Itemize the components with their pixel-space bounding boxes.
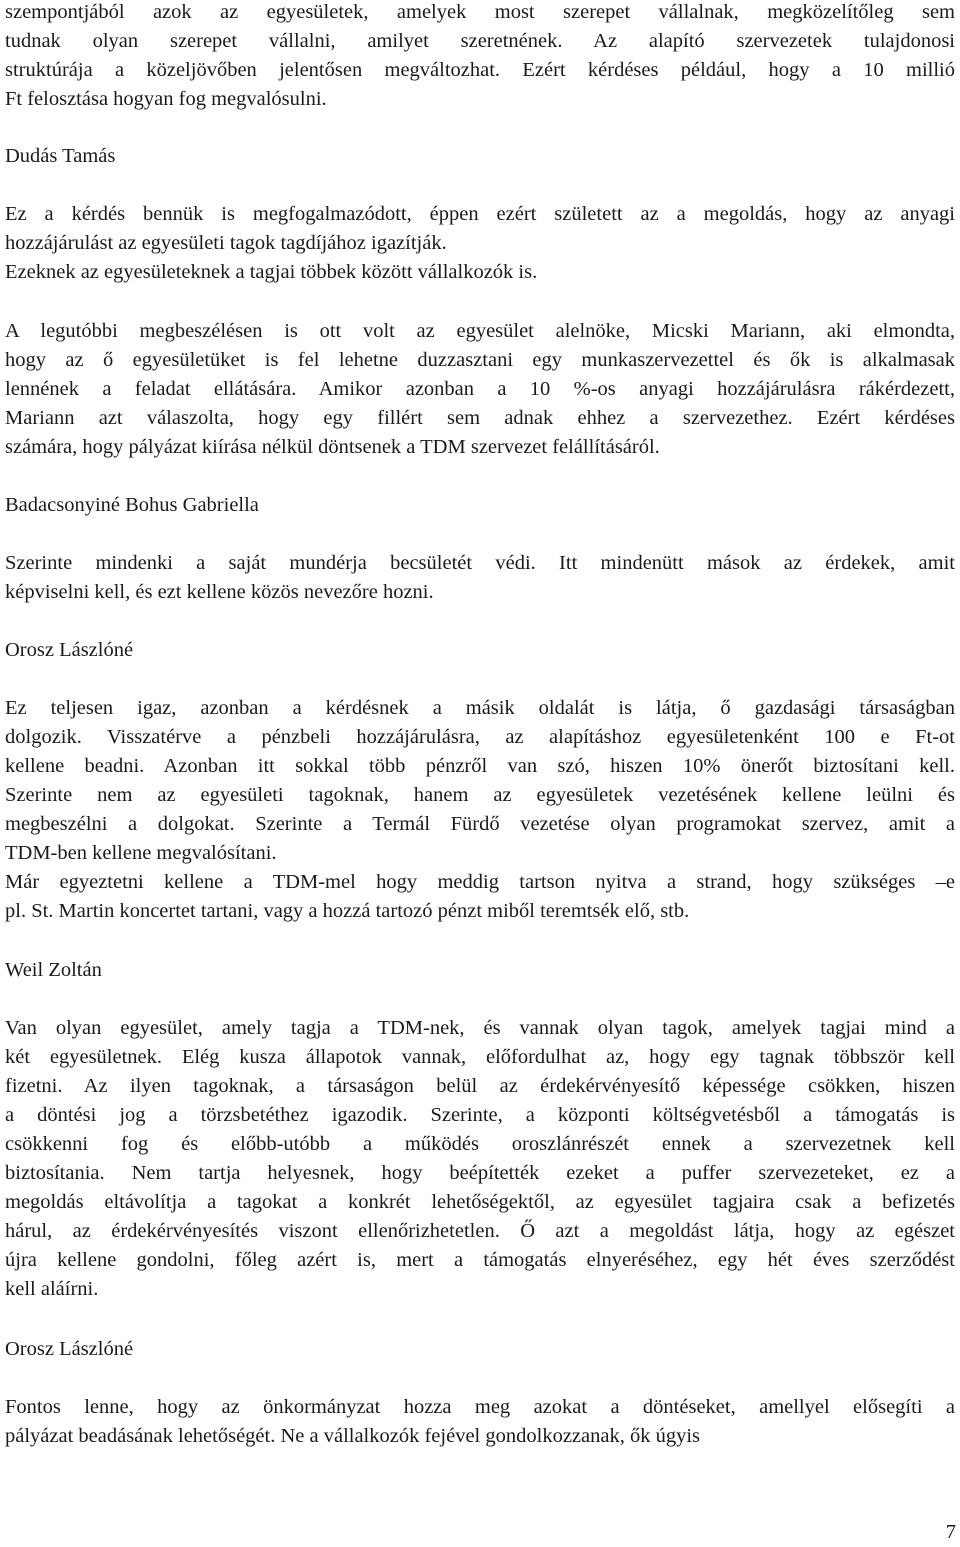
- page-number: 7: [945, 1521, 956, 1543]
- paragraph: [5, 1014, 955, 1304]
- text-line: képviselni kell, és ezt kellene közös nevezőre hozni.: [5, 581, 434, 603]
- text-line: A legutóbbi megbeszélésen is ott volt az egyesület alelnöke, Micski Mariann, aki elmondta,: [5, 320, 955, 342]
- text-line: pályázat beadásának lehetőségét. Ne a vállalkozók fejével gondolkozzanak, ők úgyis: [5, 1425, 701, 1447]
- speaker-label: Weil Zoltán: [5, 959, 102, 981]
- text-line: Ft felosztása hogyan fog megvalósulni.: [5, 88, 327, 110]
- text-line: Már egyeztetni kellene a TDM-mel hogy meddig tartson nyitva a strand, hogy szükséges –e: [5, 871, 955, 893]
- text-line: pl. St. Martin koncertet tartani, vagy a hozzá tartozó pénzt miből teremtsék elő, stb.: [5, 900, 690, 922]
- text-line: TDM-ben kellene megvalósítani.: [5, 842, 277, 864]
- text-line: fizetni. Az ilyen tagoknak, a társaságon belül az érdekérvényesítő képessége csökken, hiszen: [5, 1075, 955, 1097]
- text-line: Ezeknek az egyesületeknek a tagjai többek között vállalkozók is.: [5, 261, 538, 283]
- text-line: Fontos lenne, hogy az önkormányzat hozza meg azokat a döntéseket, amellyel elősegíti a: [5, 1396, 955, 1418]
- paragraph: [5, 694, 955, 926]
- text-line: a döntési jog a törzsbetéthez igazodik. Szerinte, a központi költségvetésből a támogatás is: [5, 1104, 955, 1126]
- speaker-name: [5, 491, 955, 520]
- text-line: csökkenni fog és előbb-utóbb a működés oroszlánrészét ennek a szervezetnek kell: [5, 1133, 955, 1155]
- text-line: Ez teljesen igaz, azonban a kérdésnek a másik oldalát is látja, ő gazdasági társaságban: [5, 697, 955, 719]
- speaker-name: [5, 1335, 955, 1364]
- speaker-name: [5, 142, 955, 171]
- text-line: Ez a kérdés bennük is megfogalmazódott, éppen ezért született az a megoldás, hogy az anyagi: [5, 203, 955, 225]
- speaker-label: Orosz Lászlóné: [5, 1338, 134, 1360]
- text-line: hárul, az érdekérvényesítés viszont ellenőrizhetetlen. Ő azt a megoldást látja, hogy az egészet: [5, 1220, 955, 1242]
- speaker-name: [5, 636, 955, 665]
- text-line: Szerinte nem az egyesületi tagoknak, hanem az egyesületek vezetésének kellene leülni és: [5, 784, 955, 806]
- text-line: Van olyan egyesület, amely tagja a TDM-nek, és vannak olyan tagok, amelyek tagjai mind a: [5, 1017, 955, 1039]
- speaker-label: Orosz Lászlóné: [5, 639, 134, 661]
- paragraph: [5, 317, 955, 462]
- paragraph: [5, 1393, 955, 1451]
- paragraph: [5, 549, 955, 607]
- text-line: hogy az ő egyesületüket is fel lehetne duzzasztani egy munkaszervezettel és ők is alkalmasak: [5, 349, 955, 371]
- speaker-label: Dudás Tamás: [5, 145, 116, 167]
- text-line: dolgozik. Visszatérve a pénzbeli hozzájárulásra, az alapításhoz egyesületenként 100 e Ft-ot: [5, 726, 955, 748]
- speaker-label: Badacsonyiné Bohus Gabriella: [5, 494, 259, 516]
- paragraph: [5, 200, 955, 287]
- text-line: kellene beadni. Azonban itt sokkal több pénzről van szó, hiszen 10% önerőt biztosítani kell.: [5, 755, 955, 777]
- text-line: Mariann azt válaszolta, hogy egy fillért sem adnak ehhez a szervezethez. Ezért kérdéses: [5, 407, 955, 429]
- text-line: megoldás eltávolítja a tagokat a konkrét lehetőségektől, az egyesület tagjaira csak a befizetés: [5, 1191, 955, 1213]
- text-line: Szerinte mindenki a saját mundérja becsületét védi. Itt mindenütt mások az érdekek, amit: [5, 552, 955, 574]
- speaker-name: [5, 956, 955, 985]
- text-line: struktúrája a közeljövőben jelentősen megváltozhat. Ezért kérdéses például, hogy a 10 millió: [5, 59, 955, 81]
- text-line: számára, hogy pályázat kiírása nélkül döntsenek a TDM szervezet felállításáról.: [5, 436, 660, 458]
- text-line: tudnak olyan szerepet vállalni, amilyet szeretnének. Az alapító szervezetek tulajdonosi: [5, 30, 955, 52]
- text-line: biztosítania. Nem tartja helyesnek, hogy beépítették ezeket a puffer szervezeteket, ez a: [5, 1162, 955, 1184]
- paragraph: [5, 0, 955, 114]
- text-line: újra kellene gondolni, főleg azért is, mert a támogatás elnyeréséhez, egy hét éves szerződést: [5, 1249, 955, 1271]
- text-line: lennének a feladat ellátására. Amikor azonban a 10 %-os anyagi hozzájárulásra rákérdezett,: [5, 378, 955, 400]
- text-line: szempontjából azok az egyesületek, amelyek most szerepet vállalnak, megközelítőleg sem: [5, 1, 955, 23]
- text-line: hozzájárulást az egyesületi tagok tagdíjához igazítják.: [5, 232, 447, 254]
- text-line: megbeszélni a dolgokat. Szerinte a Termál Fürdő vezetése olyan programokat szervez, amit a: [5, 813, 955, 835]
- text-line: kell aláírni.: [5, 1278, 99, 1300]
- text-line: két egyesületnek. Elég kusza állapotok vannak, előfordulhat az, hogy egy tagnak többször kell: [5, 1046, 955, 1068]
